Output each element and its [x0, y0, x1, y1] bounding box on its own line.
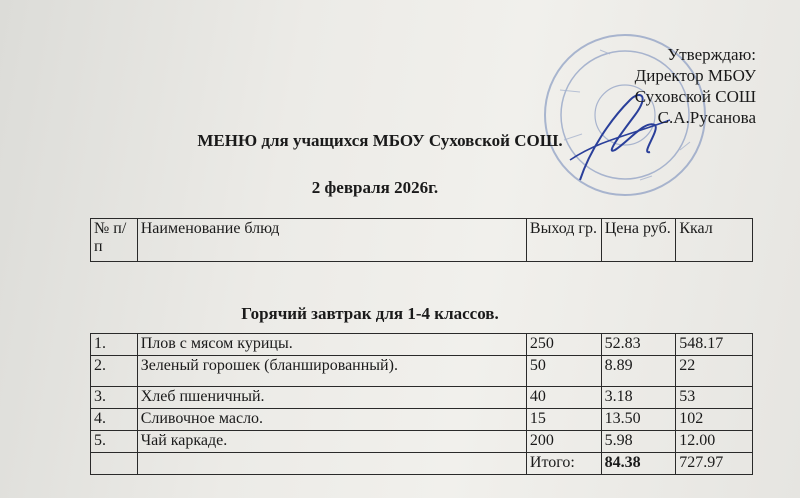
- item-price: 3.18: [601, 387, 676, 409]
- total-label: Итого:: [526, 453, 601, 475]
- document-date: 2 февраля 2026г.: [311, 178, 439, 197]
- item-price: 52.83: [601, 334, 676, 356]
- item-weight: 200: [526, 431, 601, 453]
- item-kcal: 102: [676, 409, 753, 431]
- total-kcal: 727.97: [676, 453, 753, 475]
- col-weight: Выход гр.: [526, 219, 601, 262]
- item-weight: 40: [526, 387, 601, 409]
- table-row: [91, 431, 753, 453]
- approval-line-approve: Утверждаю:: [667, 45, 756, 64]
- col-number: № п/п: [91, 219, 138, 262]
- item-name: Чай каркаде.: [137, 431, 526, 453]
- item-number: 2.: [91, 356, 138, 387]
- item-name: Хлеб пшеничный.: [137, 387, 526, 409]
- item-name: Сливочное масло.: [137, 409, 526, 431]
- item-number: 4.: [91, 409, 138, 431]
- item-weight: 50: [526, 356, 601, 387]
- item-price: 8.89: [601, 356, 676, 387]
- approval-block: [635, 44, 756, 128]
- item-number: 1.: [91, 334, 138, 356]
- section-title: Горячий завтрак для 1-4 классов.: [241, 304, 499, 323]
- col-dish-name: Наименование блюд: [137, 219, 526, 262]
- item-price: 5.98: [601, 431, 676, 453]
- table-row: [91, 356, 753, 387]
- item-weight: 15: [526, 409, 601, 431]
- item-weight: 250: [526, 334, 601, 356]
- col-kcal: Ккал: [676, 219, 753, 262]
- item-kcal: 53: [676, 387, 753, 409]
- header-row: [91, 219, 753, 262]
- col-price: Цена руб.: [601, 219, 676, 262]
- approval-line-school: Суховской СОШ: [634, 87, 756, 106]
- item-kcal: 12.00: [676, 431, 753, 453]
- table-row: [91, 334, 753, 356]
- item-number: 5.: [91, 431, 138, 453]
- document-title: МЕНЮ для учащихся МБОУ Суховской СОШ.: [197, 131, 563, 150]
- item-price: 13.50: [601, 409, 676, 431]
- item-name: Зеленый горошек (бланшированный).: [137, 356, 526, 387]
- approval-line-name: С.А.Русанова: [657, 108, 756, 127]
- total-empty-cell: [91, 453, 138, 475]
- item-number: 3.: [91, 387, 138, 409]
- total-empty-cell: [137, 453, 526, 475]
- item-kcal: 22: [676, 356, 753, 387]
- approval-line-position: Директор МБОУ: [634, 66, 756, 85]
- item-name: Плов с мясом курицы.: [137, 334, 526, 356]
- total-row: [91, 453, 753, 475]
- header-table: [90, 218, 753, 262]
- table-row: [91, 409, 753, 431]
- item-kcal: 548.17: [676, 334, 753, 356]
- total-price: 84.38: [601, 453, 676, 475]
- table-row: [91, 387, 753, 409]
- menu-table: [90, 333, 753, 475]
